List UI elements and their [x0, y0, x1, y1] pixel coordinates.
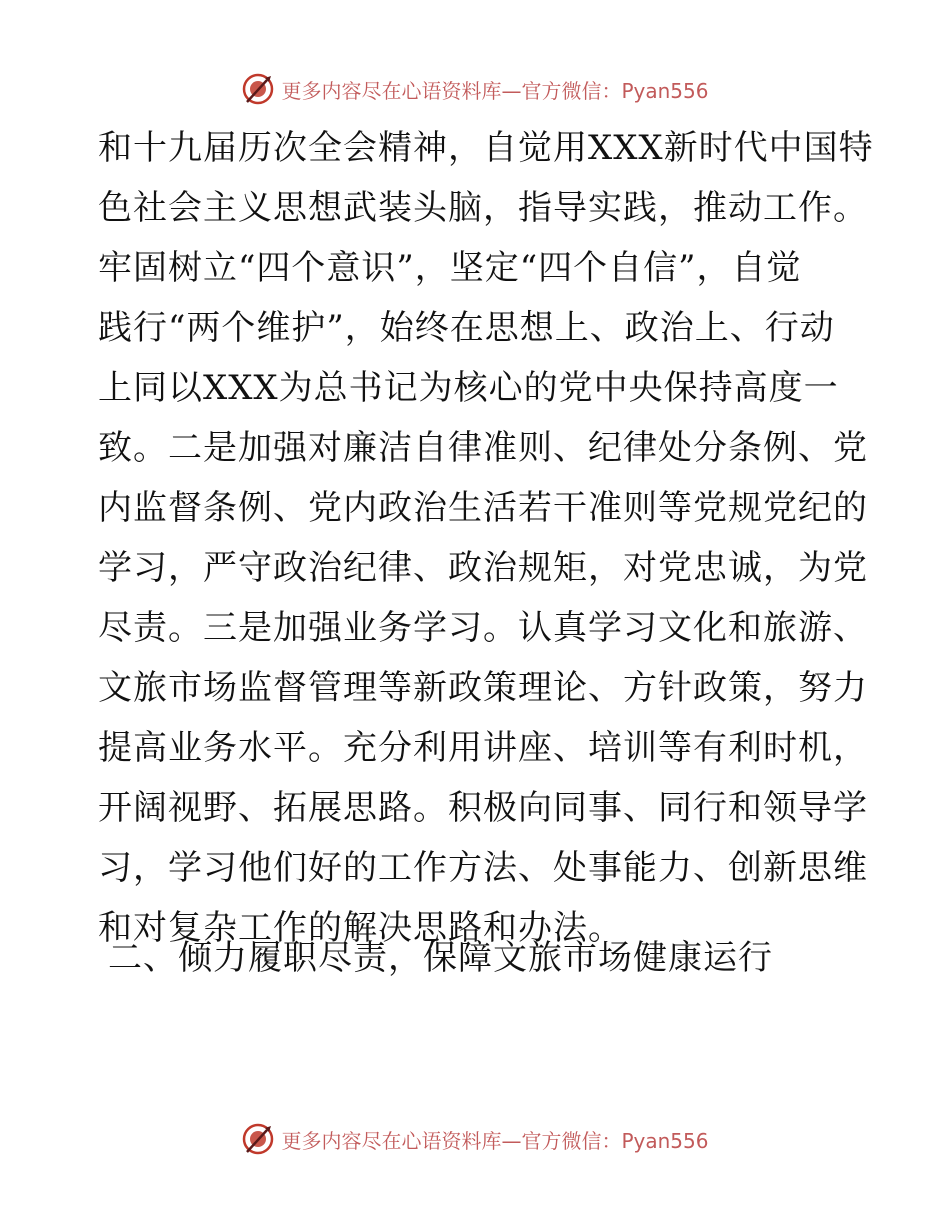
paragraph-line: 践行“两个维护”，始终在思想上、政治上、行动 [98, 308, 835, 348]
paragraph-line: 文旅市场监督管理等新政策理论、方针政策，努力 [98, 668, 868, 708]
paragraph-line: 提高业务水平。充分利用讲座、培训等有利时机， [98, 728, 868, 768]
paragraph-line: 色社会主义思想武装头脑，指导实践，推动工作。 [98, 188, 868, 228]
watermark-text: 更多内容尽在心语资料库—官方微信：Pyan556 [281, 78, 709, 103]
watermark-text: 更多内容尽在心语资料库—官方微信：Pyan556 [281, 1128, 709, 1153]
paragraph-line: 开阔视野、拓展思路。积极向同事、同行和领导学 [98, 788, 868, 828]
footer-watermark [0, 1122, 950, 1156]
paragraph-line: 尽责。三是加强业务学习。认真学习文化和旅游、 [98, 608, 868, 648]
paragraph-line: 学习，严守政治纪律、政治规矩，对党忠诚，为党 [98, 548, 868, 588]
body-paragraph [98, 118, 874, 958]
paragraph-line: 和十九届历次全会精神，自觉用XXX新时代中国特 [98, 128, 874, 168]
header-watermark [0, 72, 950, 106]
paragraph-line: 牢固树立“四个意识”，坚定“四个自信”，自觉 [98, 248, 802, 288]
quill-logo-icon [241, 72, 275, 106]
paragraph-line: 习，学习他们好的工作方法、处事能力、创新思维 [98, 848, 868, 888]
paragraph-line: 和对复杂工作的解决思路和办法。 [98, 908, 623, 948]
paragraph-line: 上同以XXX为总书记为核心的党中央保持高度一 [98, 368, 839, 408]
quill-logo-icon [241, 1122, 275, 1156]
section-heading: 二、倾力履职尽责，保障文旅市场健康运行 [108, 938, 773, 978]
paragraph-line: 内监督条例、党内政治生活若干准则等党规党纪的 [98, 488, 868, 528]
paragraph-line: 致。二是加强对廉洁自律准则、纪律处分条例、党 [98, 428, 868, 468]
